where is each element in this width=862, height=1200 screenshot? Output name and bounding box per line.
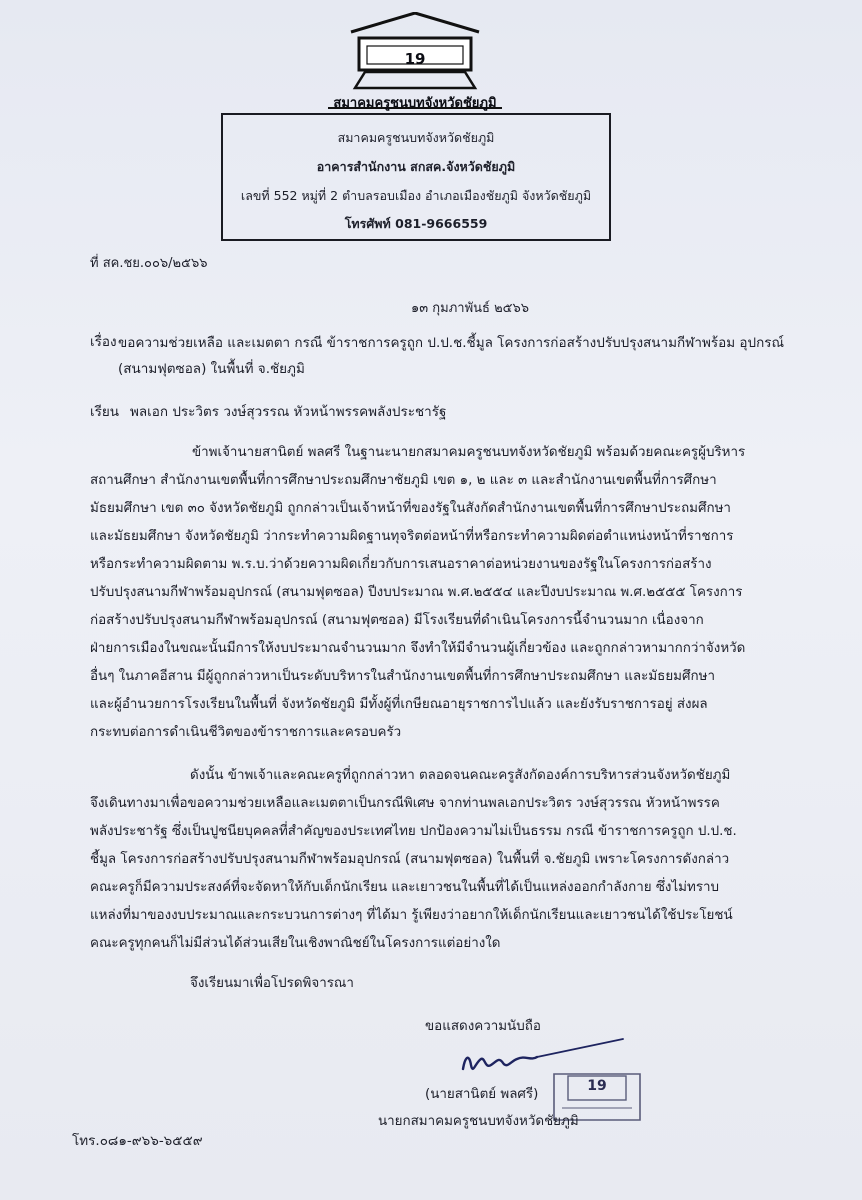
regards-line: ขอแสดงความนับถือ	[425, 1019, 541, 1034]
subject-label: เรื่อง	[90, 334, 117, 350]
body-line: แหล่งที่มาของงบประมาณและกระบวนการต่างๆ ที่ได้มา รู้เพียงว่าอยากให้เด็กนักเรียนและเยาวชนได้ใช้ประโยชน์	[90, 908, 733, 923]
recipient-text: พลเอก ประวิตร วงษ์สุวรรณ หัวหน้าพรรคพลังประชารัฐ	[130, 404, 447, 420]
body-line: มัธยมศึกษา เขต ๓๐ จังหวัดชัยภูมิ ถูกกล่าวเป็นเจ้าหน้าที่ของรัฐในสังกัดสำนักงานเขตพื้นที่การศึกษาประถมศึกษา	[90, 501, 731, 516]
body-line: คณะครูก็มีความประสงค์ที่จะจัดหาให้กับเด็กนักเรียน และเยาวชนในพื้นที่ได้เป็นแหล่งออกกำลังกาย ซึ่งไม่ทราบ	[90, 880, 720, 895]
body-line: จึงเดินทางมาเพื่อขอความช่วยเหลือและเมตตาเป็นกรณีพิเศษ จากท่านพลเอกประวิตร วงษ์สุวรรณ หัวหน้าพรรค	[90, 796, 720, 811]
body-line: ข้าพเจ้านายสานิตย์ พลศรี ในฐานะนายกสมาคมครูชนบทจังหวัดชัยภูมิ พร้อมด้วยคณะครูผู้บริหาร	[192, 445, 746, 460]
reference-number: ที่ สค.ชย.๐๐๖/๒๕๖๖	[90, 256, 208, 271]
body-line: อื่นๆ ในภาคอีสาน มีผู้ถูกกล่าวหาเป็นระดับบริหารในสำนักงานเขตพื้นที่การศึกษาประถมศึกษา และมัธยมศึกษา	[90, 669, 715, 684]
body-line: หรือกระทำความผิดตาม พ.ร.บ.ว่าด้วยความผิดเกี่ยวกับการเสนอราคาต่อหน่วยงานของรัฐในโครงการก่อสร้าง	[90, 557, 712, 572]
letter-date: ๑๓ กุมภาพันธ์ ๒๕๖๖	[411, 301, 530, 316]
signer-title: นายกสมาคมครูชนบทจังหวัดชัยภูมิ	[378, 1114, 579, 1129]
body-line: ปรับปรุงสนามกีฬาพร้อมอุปกรณ์ (สนามฟุตซอล) ปีงบประมาณ พ.ศ.๒๕๕๔ และปีงบประมาณ พ.ศ.๒๕๕๕ โครงการ	[90, 585, 743, 600]
letterhead-org: สมาคมครูชนบทจังหวัดชัยภูมิ	[337, 130, 495, 145]
association-logo	[325, 12, 505, 114]
letterhead-building: อาคารสำนักงาน สกสค.จังหวัดชัยภูมิ	[316, 159, 516, 174]
subject-text: ขอความช่วยเหลือ และเมตตา กรณี ข้าราชการครูถูก ป.ป.ช.ชี้มูล โครงการก่อสร้างปรับปรุงสนามกีฬาพร้อม อุปกรณ์ (สนามฟุตซอล) ในพื้นที่ จ.ชัยภูมิ	[118, 335, 785, 377]
footer-phone: โทร.๐๘๑-๙๖๖-๖๕๕๙	[72, 1133, 203, 1149]
logo-caption: สมาคมครูชนบทจังหวัดชัยภูมิ	[333, 96, 497, 111]
body-line: และมัธยมศึกษา จังหวัดชัยภูมิ ว่ากระทำความผิดฐานทุจริตต่อหน้าที่หรือกระทำความผิดต่อตำแหน่งหน้าที่ราชการ	[90, 529, 734, 544]
body-line: คณะครูทุกคนก็ไม่มีส่วนได้ส่วนเสียในเชิงพาณิชย์ในโครงการแต่อย่างใด	[90, 936, 501, 951]
body-line: ดังนั้น ข้าพเจ้าและคณะครูที่ถูกกล่าวหา ตลอดจนคณะครูสังกัดองค์การบริหารส่วนจังหวัดชัยภูมิ	[190, 768, 731, 783]
letterhead-address: เลขที่ 552 หมู่ที่ 2 ตำบลรอบเมือง อำเภอเมืองชัยภูมิ จังหวัดชัยภูมิ	[240, 188, 592, 203]
body-line: ก่อสร้างปรับปรุงสนามกีฬาพร้อมอุปกรณ์ (สนามฟุตซอล) มีโรงเรียนที่ดำเนินโครงการนี้จำนวนมาก เนื่องจาก	[90, 613, 704, 628]
stamp-number: 19	[587, 1078, 607, 1094]
letterhead-box	[221, 113, 611, 241]
signer-name: (นายสานิตย์ พลศรี)	[425, 1087, 539, 1102]
closing-line: จึงเรียนมาเพื่อโปรดพิจารณา	[190, 976, 354, 991]
logo-number: 19	[404, 50, 426, 68]
body-line: ฝ่ายการเมืองในขณะนั้นมีการให้งบประมาณจำนวนมาก จึงทำให้มีจำนวนผู้เกี่ยวข้อง และถูกกล่าวหามากกว่าจังหวัด	[90, 641, 746, 656]
body-line: สถานศึกษา สำนักงานเขตพื้นที่การศึกษาประถมศึกษาชัยภูมิ เขต ๑, ๒ และ ๓ และสำนักงานเขตพื้นที่การศึกษา	[90, 473, 717, 488]
recipient-label: เรียน	[90, 404, 120, 420]
letterhead-phone: โทรศัพท์ 081-9666559	[344, 216, 488, 231]
body-line: และผู้อำนวยการโรงเรียนในพื้นที่ จังหวัดชัยภูมิ มีทั้งผู้ที่เกษียณอายุราชการไปแล้ว และยังรับราชการอยู่ ส่งผล	[90, 697, 708, 712]
body-line: ชี้มูล โครงการก่อสร้างปรับปรุงสนามกีฬาพร้อมอุปกรณ์ (สนามฟุตซอล) ในพื้นที่ จ.ชัยภูมิ เพราะโครงการดังกล่าว	[90, 852, 730, 867]
body-line: พลังประชารัฐ ซึ่งเป็นปูชนียบุคคลที่สำคัญของประเทศไทย ปกป้องความไม่เป็นธรรม กรณี ข้าราชการครูถูก ป.ป.ช.	[90, 824, 737, 839]
body-line: กระทบต่อการดำเนินชีวิตของข้าราชการและครอบครัว	[90, 725, 402, 740]
